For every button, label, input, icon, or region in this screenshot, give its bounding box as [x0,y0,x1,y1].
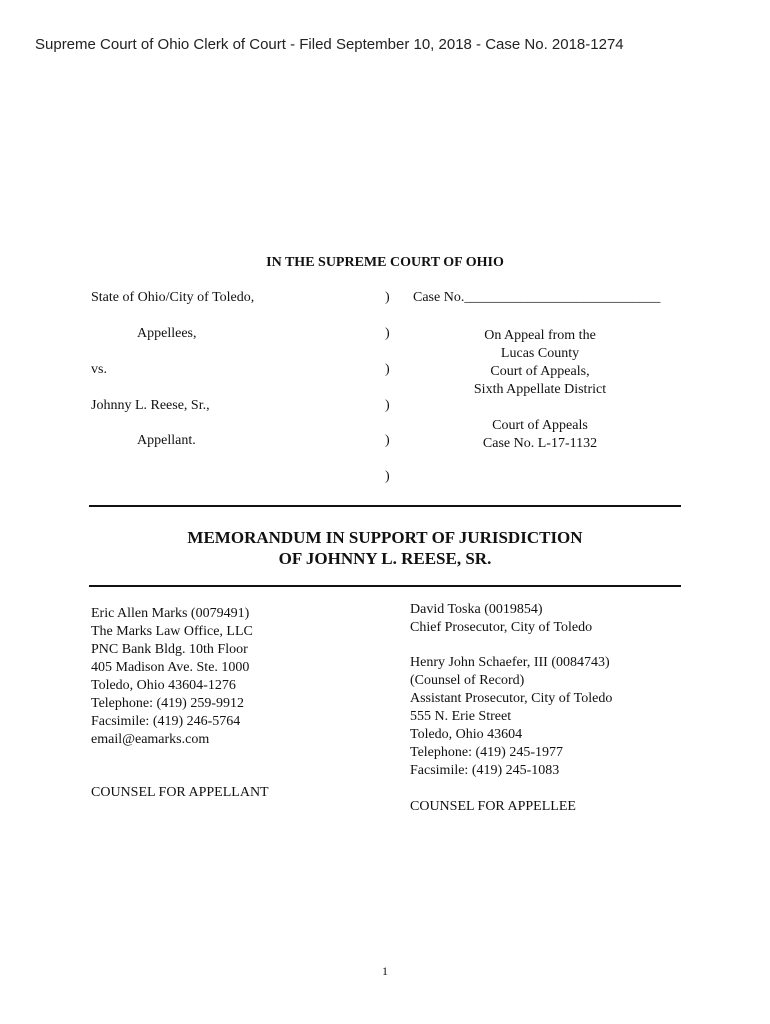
party2-name: Johnny L. Reese, Sr., [91,398,210,413]
appeals-case-line: Court of Appeals [492,418,588,433]
counsel-line: Facsimile: (419) 246-5764 [91,714,241,729]
counsel-line: 555 N. Erie Street [410,709,512,724]
counsel-line: PNC Bank Bldg. 10th Floor [91,642,248,657]
counsel-line: (Counsel of Record) [410,673,525,688]
case-number-field: Case No.____________________________ [413,290,661,305]
caption-paren: ) [385,362,390,377]
counsel-line: Toledo, Ohio 43604-1276 [91,678,236,693]
appeal-line: Court of Appeals, [490,364,590,379]
caption-paren: ) [385,469,390,484]
court-title: IN THE SUPREME COURT OF OHIO [266,255,504,270]
party1-role: Appellees, [137,326,197,341]
appellee-designation: COUNSEL FOR APPELLEE [410,799,576,814]
counsel-line: The Marks Law Office, LLC [91,624,253,639]
appeal-info [440,327,640,453]
counsel-line: Telephone: (419) 259-9912 [91,696,244,711]
caption-paren: ) [385,398,390,413]
memorandum-title-line: OF JOHNNY L. REESE, SR. [278,549,492,568]
appellee-counsel-block [410,601,612,816]
counsel-line: 405 Madison Ave. Ste. 1000 [91,660,250,675]
counsel-line: Toledo, Ohio 43604 [410,727,523,742]
counsel-line: Henry John Schaefer, III (0084743) [410,655,610,670]
divider-rule [89,585,681,587]
appeals-case-line: Case No. L-17-1132 [482,436,598,451]
caption-paren: ) [385,290,390,305]
party1-name: State of Ohio/City of Toledo, [91,290,255,305]
divider-rule [89,505,681,507]
counsel-line: David Toska (0019854) [410,602,543,617]
caption-paren: ) [385,326,390,341]
counsel-line: Assistant Prosecutor, City of Toledo [410,691,613,706]
counsel-line: Eric Allen Marks (0079491) [91,606,250,621]
appeal-line: Lucas County [500,346,580,361]
caption-paren: ) [385,433,390,448]
counsel-line: Facsimile: (419) 245-1083 [410,763,560,778]
page-number: 1 [382,964,388,978]
memorandum-title-line: MEMORANDUM IN SUPPORT OF JURISDICTION [187,528,583,547]
versus: vs. [91,362,107,377]
counsel-line: Chief Prosecutor, City of Toledo [410,620,593,635]
appeal-line: Sixth Appellate District [473,382,607,397]
counsel-line: Telephone: (419) 245-1977 [410,745,563,760]
counsel-email: email@eamarks.com [91,732,210,747]
appellant-designation: COUNSEL FOR APPELLANT [91,785,269,800]
filing-stamp: Supreme Court of Ohio Clerk of Court - Filed September 10, 2018 - Case No. 2018-1274 [35,36,624,53]
appellant-counsel-block [91,605,269,802]
appeal-line: On Appeal from the [484,328,596,343]
party2-role: Appellant. [137,433,196,448]
memorandum-title [0,527,770,569]
